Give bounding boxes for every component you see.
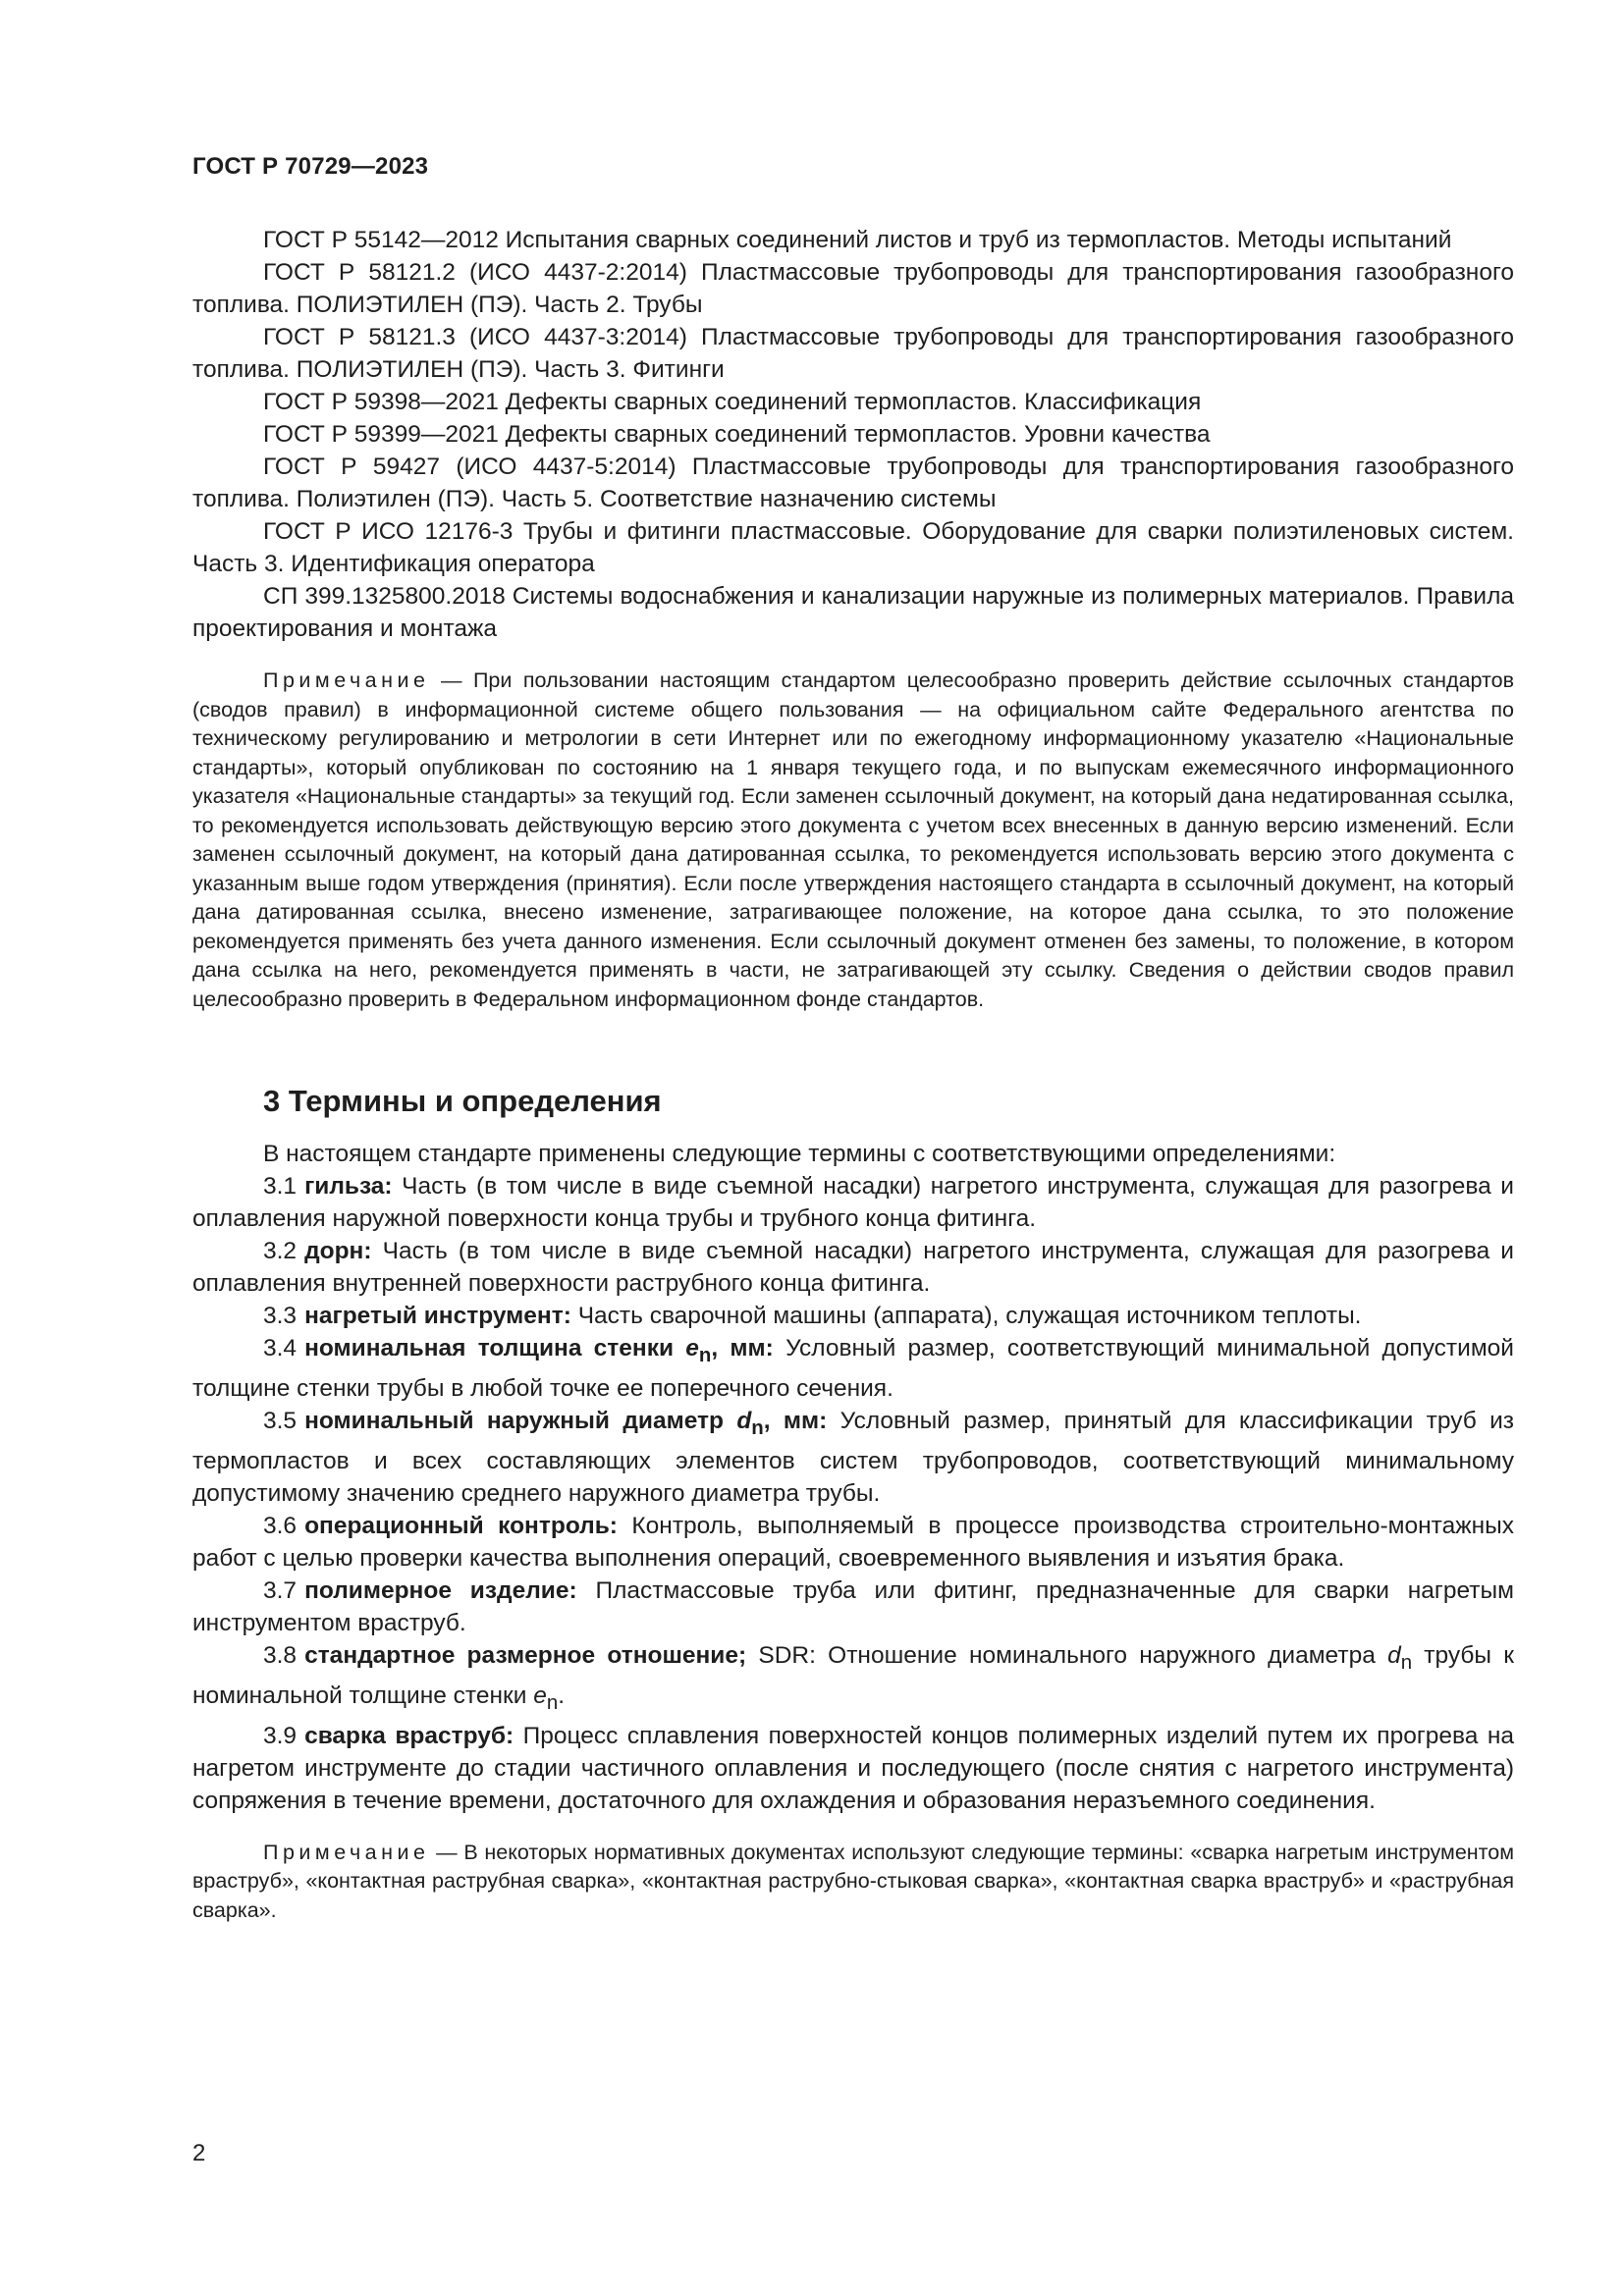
symbol: e — [533, 1682, 547, 1709]
term-entry — [192, 1720, 1514, 1817]
symbol: d — [736, 1407, 752, 1434]
reference-item: ГОСТ Р 59398—2021 Дефекты сварных соединений термопластов. Классификация — [263, 389, 1202, 415]
term-definition: Условный размер, соответствующий минимальной допустимой толщине стенки трубы в любой точке ее поперечного сечения. — [192, 1335, 1514, 1402]
term-name-text: номинальная толщина стенки — [304, 1335, 686, 1362]
definition-text: трубы к номинальной толщине стенки — [192, 1641, 1514, 1709]
symbol-subscript: n — [698, 1344, 712, 1366]
note-label: Примечание — [263, 1840, 430, 1864]
page-content — [192, 224, 1514, 1925]
term-definition: Контроль, выполняемый в процессе производства строительно-монтажных работ с целью проверки качества выполнения операций, своевременного выявления и изъятия брака. — [192, 1512, 1514, 1572]
term-number: 3.9 — [263, 1722, 298, 1749]
term-name — [304, 1407, 828, 1439]
symbol-subscript: n — [751, 1416, 764, 1439]
term-name: полимерное изделие: — [304, 1576, 577, 1604]
term-number: 3.5 — [263, 1407, 298, 1434]
term-name-unit: , мм: — [763, 1407, 828, 1434]
term-entry — [192, 1300, 1514, 1332]
term-name: стандартное размерное отношение; — [304, 1641, 747, 1669]
term-entry — [192, 1575, 1514, 1639]
term-name-text: номинальный наружный диаметр — [304, 1407, 737, 1434]
symbol: d — [1387, 1641, 1401, 1669]
normative-references-list — [192, 224, 1514, 645]
term-name-unit: , мм: — [711, 1335, 774, 1362]
note-text: — При пользовании настоящим стандартом целесообразно проверить действие ссылочных стандартов (сводов правил) в информационной системе общего пользования — на официальном сайте Федерального агентства по техническому регулированию и метрологии в сети Интернет или по ежегодному информационному указателю «Национальные стандарты», который опубликован по состоянию на 1 января текущего года, и по выпускам ежемесячного информационного указателя «Национальные стандарты» за текущий год. Если заменен ссылочный документ, на который дана недатированная ссылка, то рекомендуется использовать действующую версию этого документа с учетом всех внесенных в данную версию изменений. Если заменен ссылочный документ, на который дана датированная ссылка, то рекомендуется использовать версию этого документа с указанным выше годом утверждения (принятия). Если после утверждения настоящего стандарта в ссылочный документ, на который дана датированная ссылка, внесено изменение, затрагивающее положение, на которое дана ссылка, то это положение рекомендуется применять без учета данного изменения. Если ссылочный документ отменен без замены, то положение, в котором дана ссылка на него, рекомендуется применять в части, не затрагивающей эту ссылку. Сведения о действии сводов правил целесообразно проверить в Федеральном информационном фонде стандартов. — [192, 668, 1514, 1011]
reference-item: ГОСТ Р 58121.2 (ИСО 4437-2:2014) Пластмассовые трубопроводы для транспортирования газообразного топлива. ПОЛИЭТИЛЕН (ПЭ). Часть 2. Трубы — [192, 259, 1514, 318]
symbol-subscript: n — [546, 1691, 559, 1714]
term-entry — [192, 1405, 1514, 1510]
term-name — [304, 1335, 774, 1366]
terms-note — [192, 1839, 1514, 1926]
term-definition: Пластмассовые труба или фитинг, предназначенные для сварки нагретым инструментом враструб. — [192, 1576, 1514, 1636]
term-definition: Часть (в том числе в виде съемной насадки) нагретого инструмента, служащая для разогрева и оплавления наружной поверхности конца трубы и трубного конца фитинга. — [192, 1173, 1514, 1232]
section-title: 3 Термины и определения — [263, 1084, 662, 1118]
term-entry — [192, 1170, 1514, 1235]
term-number: 3.2 — [263, 1238, 298, 1264]
term-number: 3.4 — [263, 1335, 298, 1362]
section-intro: В настоящем стандарте применены следующие термины с соответствующими определениями: — [263, 1141, 1336, 1167]
references-note — [192, 667, 1514, 1014]
term-number: 3.3 — [263, 1303, 298, 1329]
term-definition: Часть сварочной машины (аппарата), служащая источником теплоты. — [570, 1303, 1362, 1329]
note-label: Примечание — [263, 668, 430, 692]
term-number: 3.7 — [263, 1576, 298, 1604]
symbol: e — [685, 1335, 699, 1362]
reference-item: ГОСТ Р ИСО 12176-3 Трубы и фитинги пластмассовые. Оборудование для сварки полиэтиленовых систем. Часть 3. Идентификация оператора — [192, 518, 1514, 577]
term-definition: Условный размер, принятый для классификации труб из термопластов и всех составляющих элементов систем трубопроводов, соответствующий минимальному допустимому значению среднего наружного диаметра трубы. — [192, 1407, 1515, 1507]
page-number: 2 — [192, 2140, 206, 2166]
reference-item: ГОСТ Р 55142—2012 Испытания сварных соединений листов и труб из термопластов. Методы испытаний — [263, 227, 1452, 253]
definition-text: SDR: Отношение номинального наружного диаметра — [746, 1641, 1388, 1669]
term-entry — [192, 1235, 1514, 1300]
term-name: сварка враструб: — [304, 1722, 514, 1749]
term-name: дорн: — [304, 1238, 372, 1264]
reference-item: СП 399.1325800.2018 Системы водоснабжения и канализации наружные из полимерных материалов. Правила проектирования и монтажа — [192, 583, 1514, 642]
term-number: 3.1 — [263, 1173, 298, 1200]
reference-item: ГОСТ Р 59399—2021 Дефекты сварных соединений термопластов. Уровни качества — [263, 421, 1211, 448]
term-definition: Часть (в том числе в виде съемной насадки) нагретого инструмента, служащая для разогрева и оплавления внутренней поверхности раструбного конца фитинга. — [192, 1238, 1514, 1297]
term-entry — [192, 1332, 1514, 1405]
definition-text: . — [558, 1682, 566, 1709]
term-name: гильза: — [304, 1173, 393, 1200]
note-text: — В некоторых нормативных документах используют следующие термины: «сварка нагретым инструментом враструб», «контактная раструбная сварка», «контактная раструбно-стыковая сварка», «контактная сварка враструб» и «раструбная сварка». — [192, 1840, 1514, 1922]
reference-item: ГОСТ Р 59427 (ИСО 4437-5:2014) Пластмассовые трубопроводы для транспортирования газообразного топлива. Полиэтилен (ПЭ). Часть 5. Соответствие назначению системы — [192, 454, 1514, 512]
document-code-header: ГОСТ Р 70729—2023 — [192, 153, 429, 180]
term-entry — [192, 1510, 1514, 1575]
term-number: 3.6 — [263, 1512, 298, 1539]
term-name: нагретый инструмент: — [304, 1303, 571, 1329]
reference-item: ГОСТ Р 58121.3 (ИСО 4437-3:2014) Пластмассовые трубопроводы для транспортирования газообразного топлива. ПОЛИЭТИЛЕН (ПЭ). Часть 3. Фитинги — [192, 324, 1514, 383]
term-definition: Процесс сплавления поверхностей концов полимерных изделий путем их прогрева на нагретом инструменте до стадии частичного оплавления и последующего (после снятия с нагретого инструмента) сопряжения в течение времени, достаточного для охлаждения и образования неразъемного соединения. — [192, 1722, 1514, 1814]
term-entry — [192, 1639, 1514, 1720]
term-name: операционный контроль: — [304, 1512, 618, 1539]
symbol-subscript: n — [1400, 1651, 1413, 1674]
term-number: 3.8 — [263, 1641, 298, 1669]
